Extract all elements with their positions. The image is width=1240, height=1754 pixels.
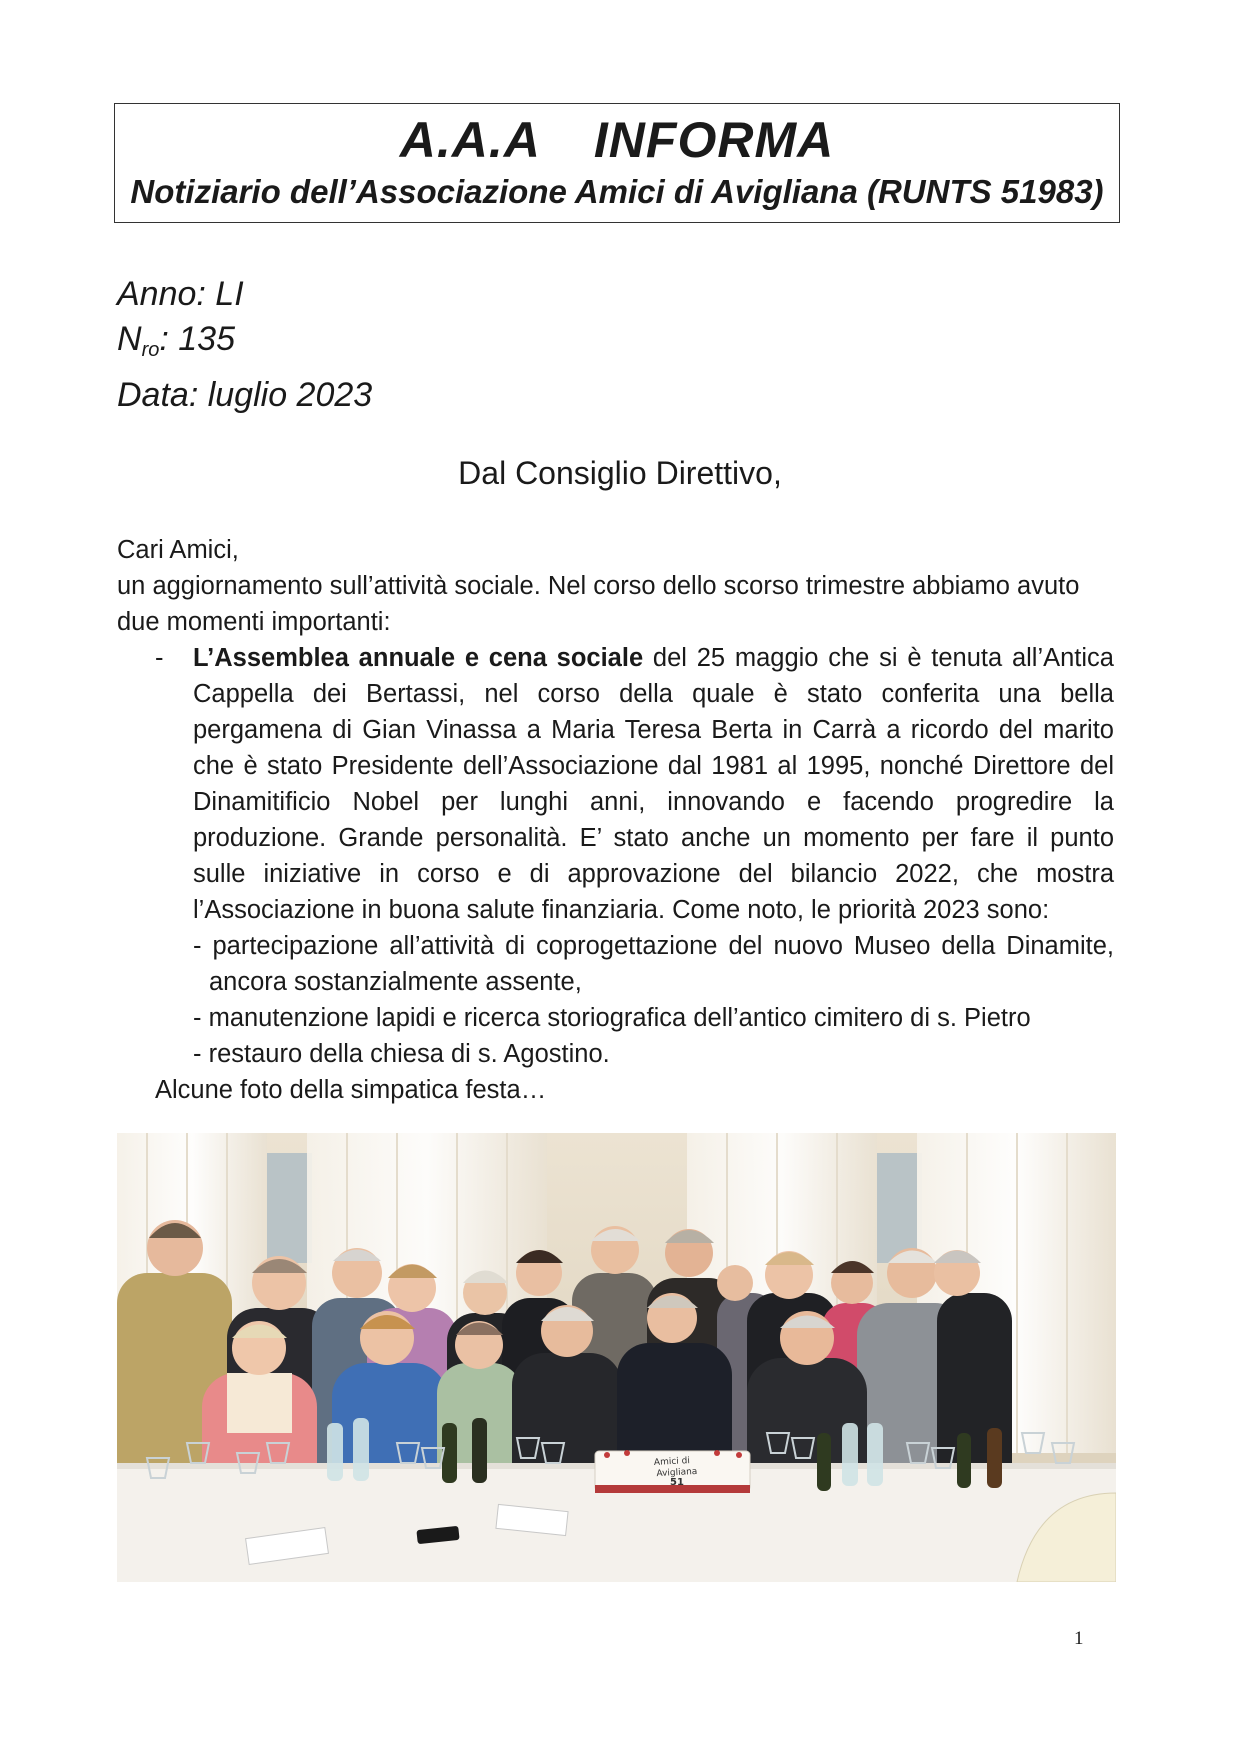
cake-text-2: Avigliana [656, 1466, 698, 1480]
newsletter-title: A.A.A INFORMA [399, 112, 835, 168]
list-item-bold-lead: L’Assemblea annuale e cena sociale [193, 644, 644, 672]
letter-body [117, 532, 1117, 1108]
group-photo-illustration [117, 1133, 1116, 1582]
newsletter-subtitle: Notiziario dell’Associazione Amici di Avigliana (RUNTS 51983) [130, 173, 1104, 210]
list-bullet: - [155, 644, 164, 672]
page-number: 1 [1074, 1628, 1084, 1649]
group-photo [117, 1133, 1116, 1582]
cake-text-1: Amici di [653, 1456, 691, 1468]
issue-date: Data: luglio 2023 [117, 376, 373, 414]
section-title: Dal Consiglio Direttivo, [458, 455, 782, 491]
intro-paragraph: un aggiornamento sull’attività sociale. Nel corso dello scorso trimestre abbiamo avuto due momenti importanti: [117, 572, 1080, 636]
issue-number-prefix: N [117, 320, 142, 358]
closing-line: Alcune foto della simpatica festa… [155, 1076, 547, 1104]
masthead [114, 103, 1120, 223]
list-item-text [193, 640, 1114, 928]
issue-number-value: : 135 [159, 320, 235, 358]
cake [595, 1450, 750, 1493]
priority-item: - partecipazione all’attività di coprogettazione del nuovo Museo della Dinamite, ancora sostanzialmente assente, [193, 932, 1114, 996]
issue-info [117, 272, 372, 418]
issue-number [117, 317, 372, 373]
priority-item: - restauro della chiesa di s. Agostino. [193, 1040, 610, 1068]
issue-number-subscript: ro [141, 339, 160, 361]
cake-text-3: 51 [670, 1477, 684, 1488]
issue-year: Anno: LI [117, 275, 244, 313]
list-item-body: del 25 maggio che si è tenuta all’Antica Cappella dei Bertassi, nel corso della quale è stato conferita una bella pergamena di Gian Vinassa a Maria Teresa Berta in Carrà a ricordo del marito che è stato Presidente dell’Associazione dal 1981 al 1995, nonché Direttore del Dinamitificio Nobel per lunghi anni, innovando e facendo progredire la produzione. Grande personalità. E’ stato anche un momento per fare il punto sulle iniziative in corso e di approvazione del bilancio 2022, che mostra l’Associazione in buona salute finanziaria. Come noto, le priorità 2023 sono: [193, 644, 1114, 924]
greeting: Cari Amici, [117, 536, 239, 564]
priority-item: - manutenzione lapidi e ricerca storiografica dell’antico cimitero di s. Pietro [193, 1004, 1031, 1032]
list-item [117, 640, 1117, 1072]
highlights-list [117, 640, 1117, 1072]
